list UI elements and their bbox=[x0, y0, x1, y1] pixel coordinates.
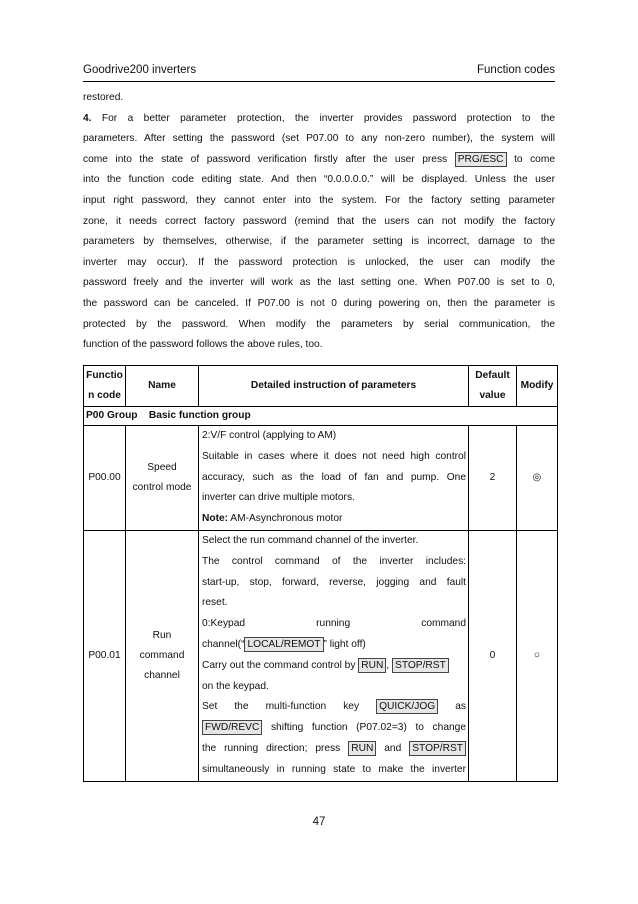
group-title: Basic function group bbox=[148, 410, 251, 421]
detail-line: Select the run command channel of the inverter. bbox=[202, 534, 419, 546]
paragraph-line: into the function code editing state. And then “0.0.0.0.0.” will be displayed. Unless the user bbox=[83, 174, 555, 186]
detail-line: accuracy, such as the load of fan and pump. One bbox=[202, 471, 466, 483]
detail-line bbox=[202, 509, 466, 530]
paragraph-line: protected by the password. When modify the parameters by serial communication, the bbox=[83, 318, 555, 330]
paragraph-text: come into the state of password verification firstly after the user press bbox=[83, 153, 455, 165]
quick-jog-key-label: QUICK/JOG bbox=[376, 699, 438, 714]
note-text: AM-Asynchronous motor bbox=[228, 513, 343, 525]
fwd-revc-key-label: FWD/REVC bbox=[202, 720, 262, 735]
name-cell bbox=[126, 426, 199, 531]
stop-rst-key-label: STOP/RST bbox=[409, 741, 466, 756]
name-text: command bbox=[139, 649, 185, 661]
detail-line bbox=[202, 635, 466, 656]
detail-cell bbox=[199, 426, 469, 531]
detail-line: start-up, stop, forward, reverse, jogging and fault bbox=[202, 576, 466, 588]
paragraph-line: inverter may occur). If the password protection is unlocked, the user can modify the bbox=[83, 256, 555, 268]
paragraph-line: restored. bbox=[83, 92, 124, 103]
detail-text: , bbox=[386, 659, 393, 671]
paragraph-line: parameters by themselves, otherwise, if the parameter setting is incorrect, damage to the bbox=[83, 236, 555, 248]
function-code-cell: P00.00 bbox=[84, 426, 126, 531]
header-text: n code bbox=[88, 390, 121, 401]
detail-text: and bbox=[376, 742, 410, 754]
header-section: Function codes bbox=[477, 64, 555, 76]
group-row bbox=[84, 407, 558, 426]
detail-text: shifting function (P07.02=3) to change bbox=[262, 722, 466, 734]
header-product: Goodrive200 inverters bbox=[83, 64, 197, 76]
page-header bbox=[83, 64, 555, 82]
local-remot-key-label: LOCAL/REMOT bbox=[244, 637, 323, 652]
paragraph-line bbox=[83, 150, 555, 171]
name-text: Speed bbox=[147, 461, 177, 473]
column-header-name: Name bbox=[126, 366, 199, 407]
detail-text: channel(“ bbox=[202, 638, 245, 650]
name-text: Run bbox=[152, 629, 172, 641]
paragraph-line: password freely and the inverter will work as the last setting one. When P07.00 is set to 0, bbox=[83, 277, 555, 289]
column-header-default bbox=[469, 366, 517, 407]
column-header-modify: Modify bbox=[517, 366, 558, 407]
name-cell bbox=[126, 530, 199, 781]
detail-line: Suitable in cases where it does not need high control bbox=[202, 450, 466, 462]
detail-line bbox=[202, 656, 466, 677]
modify-symbol-cell: ○ bbox=[517, 530, 558, 781]
paragraph-text: For a better parameter protection, the inverter provides password protection to the bbox=[91, 112, 555, 124]
detail-line: 2:V/F control (applying to AM) bbox=[202, 430, 337, 441]
paragraph-line: the password can be canceled. If P07.00 is not 0 during powering on, then the parameter is bbox=[83, 297, 555, 309]
paragraph-text: to come bbox=[506, 153, 555, 165]
function-code-cell: P00.01 bbox=[84, 530, 126, 781]
group-code: P00 Group bbox=[86, 410, 138, 421]
group-cell bbox=[84, 407, 558, 426]
detail-line: on the keypad. bbox=[202, 680, 269, 692]
paragraph-line: parameters. After setting the password (set P07.00 to any non-zero number), the system will bbox=[83, 133, 555, 145]
detail-line: reset. bbox=[202, 597, 228, 609]
detail-text: Set the multi-function key bbox=[202, 701, 377, 713]
detail-line bbox=[202, 614, 466, 635]
detail-text: ” light off) bbox=[323, 638, 366, 650]
parameter-table bbox=[83, 365, 558, 782]
detail-text: Carry out the command control by bbox=[202, 659, 359, 671]
detail-text: running bbox=[316, 618, 351, 630]
table-row bbox=[84, 530, 558, 781]
run-key-label: RUN bbox=[358, 658, 386, 673]
detail-text: 0:Keypad bbox=[202, 618, 246, 630]
name-text: channel bbox=[144, 669, 180, 681]
item-number: 4. bbox=[83, 112, 92, 124]
body-paragraph bbox=[83, 88, 555, 356]
stop-rst-key-label: STOP/RST bbox=[392, 658, 449, 673]
detail-text: command bbox=[421, 618, 466, 630]
modify-symbol-cell: ◎ bbox=[517, 426, 558, 531]
detail-line: The control command of the inverter includes: bbox=[202, 555, 466, 567]
table-row bbox=[84, 426, 558, 531]
run-key-label: RUN bbox=[348, 741, 376, 756]
detail-text: the running direction; press bbox=[202, 742, 349, 754]
detail-line bbox=[202, 739, 466, 760]
paragraph-line: input right password, they cannot enter into the system. For the factory setting parameter bbox=[83, 194, 555, 206]
default-value-cell: 2 bbox=[469, 426, 517, 531]
note-label: Note: bbox=[202, 513, 229, 525]
paragraph-line: function of the password follows the above rules, too. bbox=[83, 339, 323, 351]
detail-line: inverter can drive multiple motors. bbox=[202, 492, 355, 504]
default-value-cell: 0 bbox=[469, 530, 517, 781]
paragraph-line bbox=[83, 109, 555, 130]
prg-esc-key-label: PRG/ESC bbox=[455, 152, 507, 167]
table-header-row bbox=[84, 366, 558, 407]
header-text: Functio bbox=[86, 370, 123, 381]
paragraph-line: zone, it needs correct factory password (remind that the users can not modify the factory bbox=[83, 215, 555, 227]
name-text: control mode bbox=[132, 481, 192, 493]
detail-line bbox=[202, 718, 466, 739]
header-text: Default bbox=[475, 370, 510, 381]
page-number: 47 bbox=[312, 816, 326, 828]
detail-line: simultaneously in running state to make the inverter bbox=[202, 763, 466, 775]
column-header-function-code bbox=[84, 366, 126, 407]
detail-line bbox=[202, 697, 466, 718]
detail-text: as bbox=[438, 701, 466, 713]
header-text: value bbox=[479, 390, 506, 401]
column-header-detail: Detailed instruction of parameters bbox=[199, 366, 469, 407]
detail-cell bbox=[199, 530, 469, 781]
